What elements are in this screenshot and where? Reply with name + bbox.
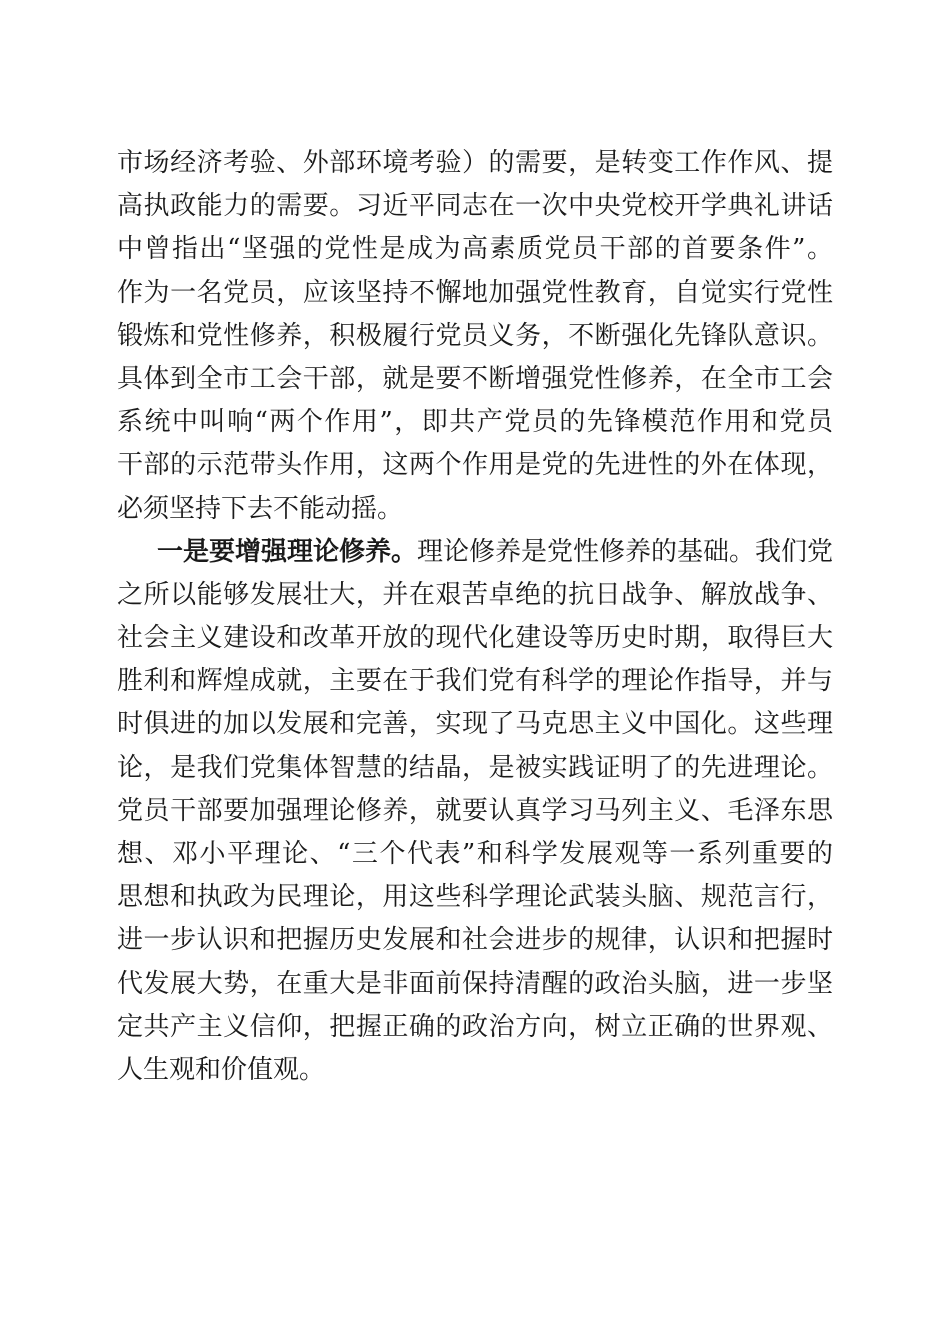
paragraph-2-line: 胜利和辉煌成就，主要在于我们党有科学的理论作指导，并与: [117, 666, 833, 697]
paragraph-2-lead: 一是要增强理论修养。: [157, 536, 418, 567]
paragraph-1-line: 干部的示范带头作用，这两个作用是党的先进性的外在体现，: [117, 450, 833, 481]
paragraph-2-line: 时俱进的加以发展和完善，实现了马克思主义中国化。这些理: [117, 709, 833, 740]
paragraph-1-line: 具体到全市工会干部，就是要不断增强党性修养，在全市工会: [117, 363, 833, 394]
paragraph-1: [117, 142, 833, 531]
paragraph-2-line: 人生观和价值观。: [117, 1054, 326, 1085]
paragraph-2-line: 代发展大势，在重大是非面前保持清醒的政治头脑，进一步坚: [117, 968, 833, 999]
paragraph-2-line: 之所以能够发展壮大，并在艰苦卓绝的抗日战争、解放战争、: [117, 579, 833, 610]
paragraph-1-line: 系统中叫响“两个作用”，即共产党员的先锋模范作用和党员: [117, 407, 833, 438]
paragraph-2-line: 想、邓小平理论、“三个代表”和科学发展观等一系列重要的: [117, 839, 833, 869]
paragraph-1-line: 高执政能力的需要。习近平同志在一次中央党校开学典礼讲话: [117, 191, 833, 222]
paragraph-1-line: 市场经济考验、外部环境考验）的需要，是转变工作作风、提: [117, 148, 833, 178]
paragraph-1-line: 作为一名党员，应该坚持不懈地加强党性教育，自觉实行党性: [117, 277, 833, 308]
paragraph-2-line: 进一步认识和把握历史发展和社会进步的规律，认识和把握时: [117, 925, 833, 956]
paragraph-2-line: 社会主义建设和改革开放的现代化建设等历史时期，取得巨大: [117, 623, 833, 654]
document-body: [117, 142, 833, 1092]
paragraph-2-line: 定共产主义信仰，把握正确的政治方向，树立正确的世界观、: [117, 1011, 833, 1042]
paragraph-1-line: 锻炼和党性修养，积极履行党员义务，不断强化先锋队意识。: [117, 320, 833, 351]
paragraph-2-first-line-text: 理论修养是党性修养的基础。我们党: [417, 536, 833, 567]
paragraph-2: [117, 531, 833, 1092]
paragraph-1-line: 必须坚持下去不能动摇。: [117, 493, 404, 524]
paragraph-2-line: 思想和执政为民理论，用这些科学理论武装头脑、规范言行，: [117, 882, 833, 913]
paragraph-1-line: 中曾指出“坚强的党性是成为高素质党员干部的首要条件”。: [117, 234, 833, 265]
paragraph-2-first-line: [117, 531, 833, 574]
paragraph-2-line: 论，是我们党集体智慧的结晶，是被实践证明了的先进理论。: [117, 752, 833, 783]
paragraph-2-line: 党员干部要加强理论修养，就要认真学习马列主义、毛泽东思: [117, 795, 833, 826]
